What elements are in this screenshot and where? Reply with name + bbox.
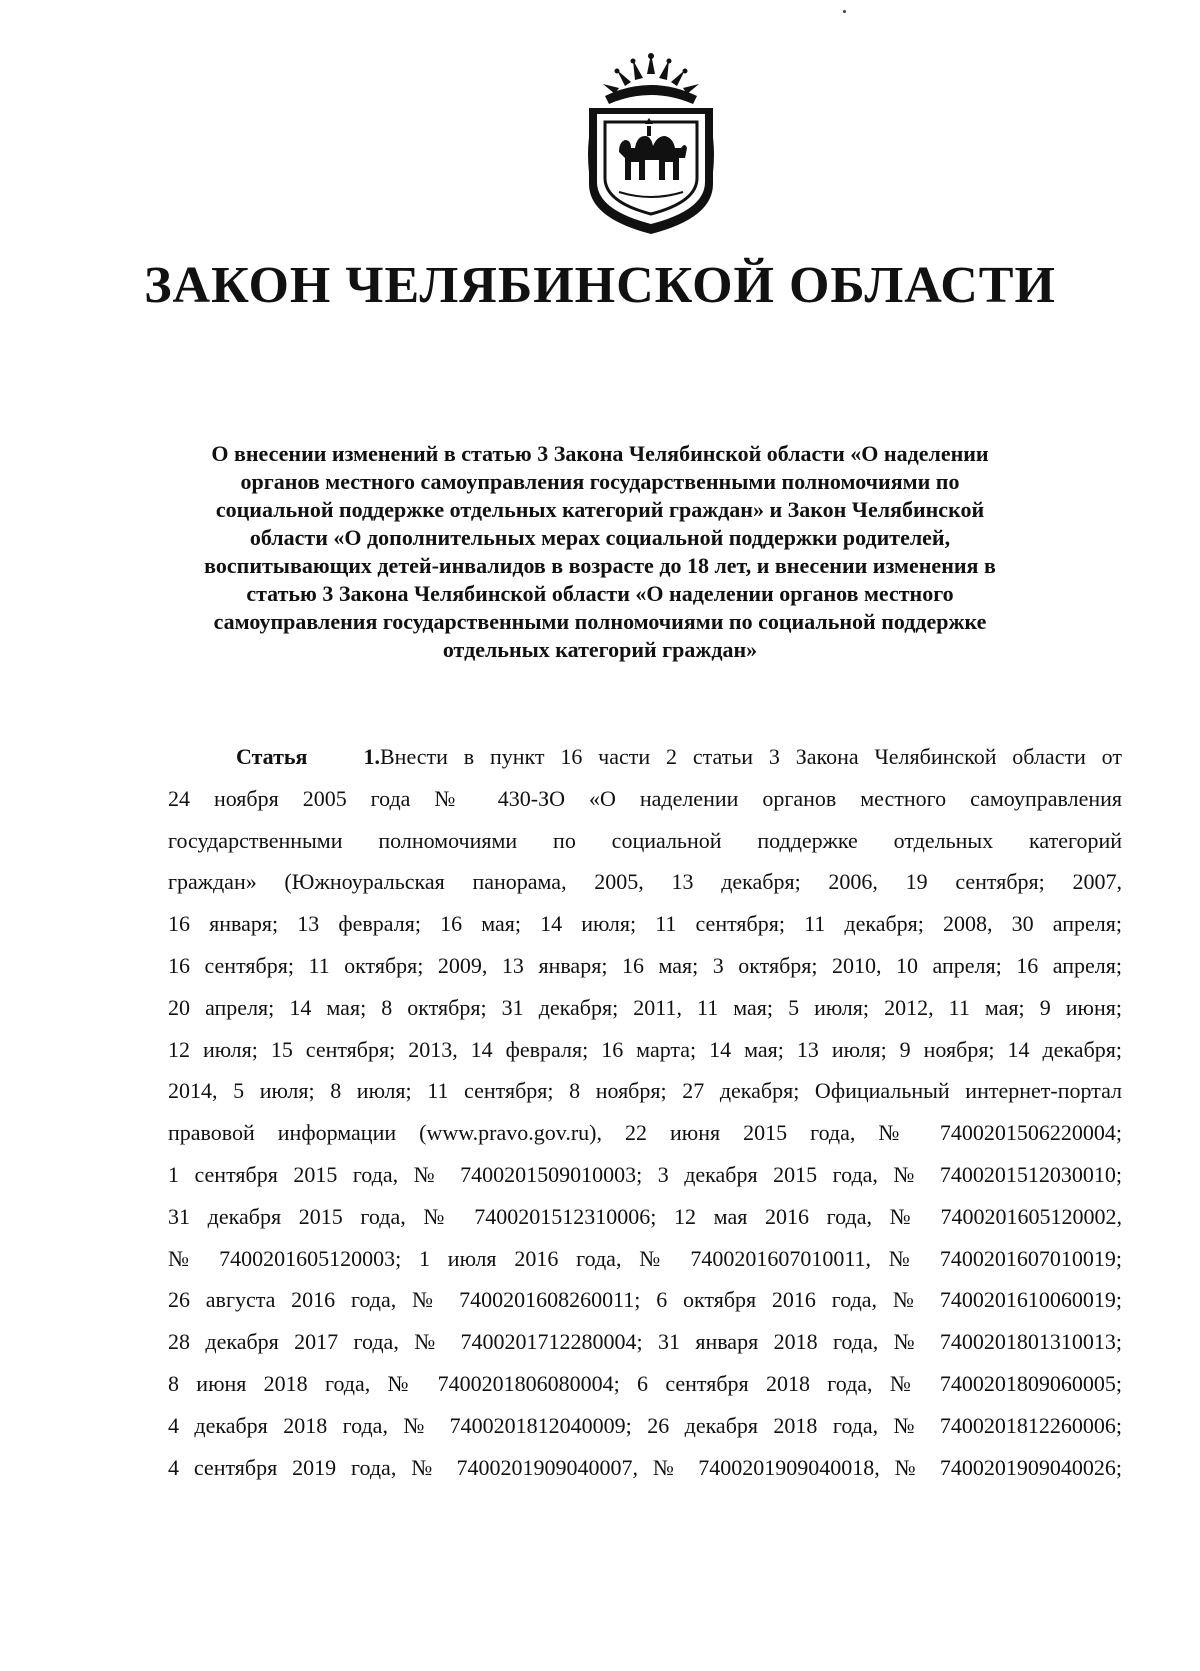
article-first-line [168,736,1122,778]
subtitle-line: социальной поддержке отдельных категорий граждан» и Закон Челябинской [215,497,985,522]
subtitle-line: воспитывающих детей-инвалидов в возрасте до 18 лет, и внесении изменения в [204,553,996,578]
article-line: граждан» (Южноуральская панорама, 2005, 13 декабря; 2006, 19 сентября; 2007, [168,869,1122,895]
article-line: 16 января; 13 февраля; 16 мая; 14 июля; 11 сентября; 11 декабря; 2008, 30 апреля; [168,911,1122,937]
article-line: государственными полномочиями по социальной поддержке отдельных категорий [168,827,1122,853]
article-line: 4 сентября 2019 года, № 7400201909040007, № 7400201909040018, № 7400201909040026; [168,1454,1122,1480]
subtitle-line: статью 3 Закона Челябинской области «О наделении органов местного [246,581,954,606]
article-line: 4 декабря 2018 года, № 7400201812040009; 26 декабря 2018 года, № 7400201812260006; [168,1412,1122,1438]
article-line: 24 ноября 2005 года № 430-ЗО «О наделении органов местного самоуправления [168,785,1122,811]
subtitle-line: отдельных категорий граждан» [442,637,758,662]
article-line: № 7400201605120003; 1 июля 2016 года, № 7400201607010011, № 7400201607010019; [168,1245,1122,1271]
subtitle-line: О внесении изменений в статью 3 Закона Челябинской области «О наделении [211,441,989,466]
article-line: 26 августа 2016 года, № 7400201608260011; 6 октября 2016 года, № 7400201610060019; [168,1287,1122,1313]
article-line: 8 июня 2018 года, № 7400201806080004; 6 сентября 2018 года, № 7400201809060005; [168,1370,1122,1396]
article-body [168,736,1122,1488]
subtitle-line: области «О дополнительных мерах социальной поддержки родителей, [249,525,951,550]
article-line: 31 декабря 2015 года, № 7400201512310006; 12 мая 2016 года, № 7400201605120002, [168,1203,1122,1229]
article-line: 16 сентября; 11 октября; 2009, 13 января; 16 мая; 3 октября; 2010, 10 апреля; 16 апреля; [168,952,1122,978]
article-label: Статья 1. [236,744,380,769]
document-subtitle [150,440,1050,664]
chelyabinsk-coat-of-arms-icon [575,52,727,236]
article-line: 2014, 5 июля; 8 июля; 11 сентября; 8 ноября; 27 декабря; Официальный интернет-портал [168,1078,1122,1104]
article-first-line-text: Внести в пункт 16 части 2 статьи 3 Закона Челябинской области от [380,744,1122,769]
article-line: 12 июля; 15 сентября; 2013, 14 февраля; 16 марта; 14 мая; 13 июля; 9 ноября; 14 декабря; [168,1036,1122,1062]
article-line: правовой информации (www.pravo.gov.ru), 22 июня 2015 года, № 7400201506220004; [168,1120,1122,1146]
article-line: 20 апреля; 14 мая; 8 октября; 31 декабря; 2011, 11 мая; 5 июля; 2012, 11 мая; 9 июня; [168,994,1122,1020]
article-line: 1 сентября 2015 года, № 7400201509010003; 3 декабря 2015 года, № 7400201512030010; [168,1161,1122,1187]
scan-dot [843,10,846,13]
subtitle-line: органов местного самоуправления государственными полномочиями по [240,469,960,494]
subtitle-line: самоуправления государственными полномочиями по социальной поддержке [213,609,987,634]
document-title: ЗАКОН ЧЕЛЯБИНСКОЙ ОБЛАСТИ [144,257,1056,314]
article-line: 28 декабря 2017 года, № 7400201712280004; 31 января 2018 года, № 7400201801310013; [168,1329,1122,1355]
